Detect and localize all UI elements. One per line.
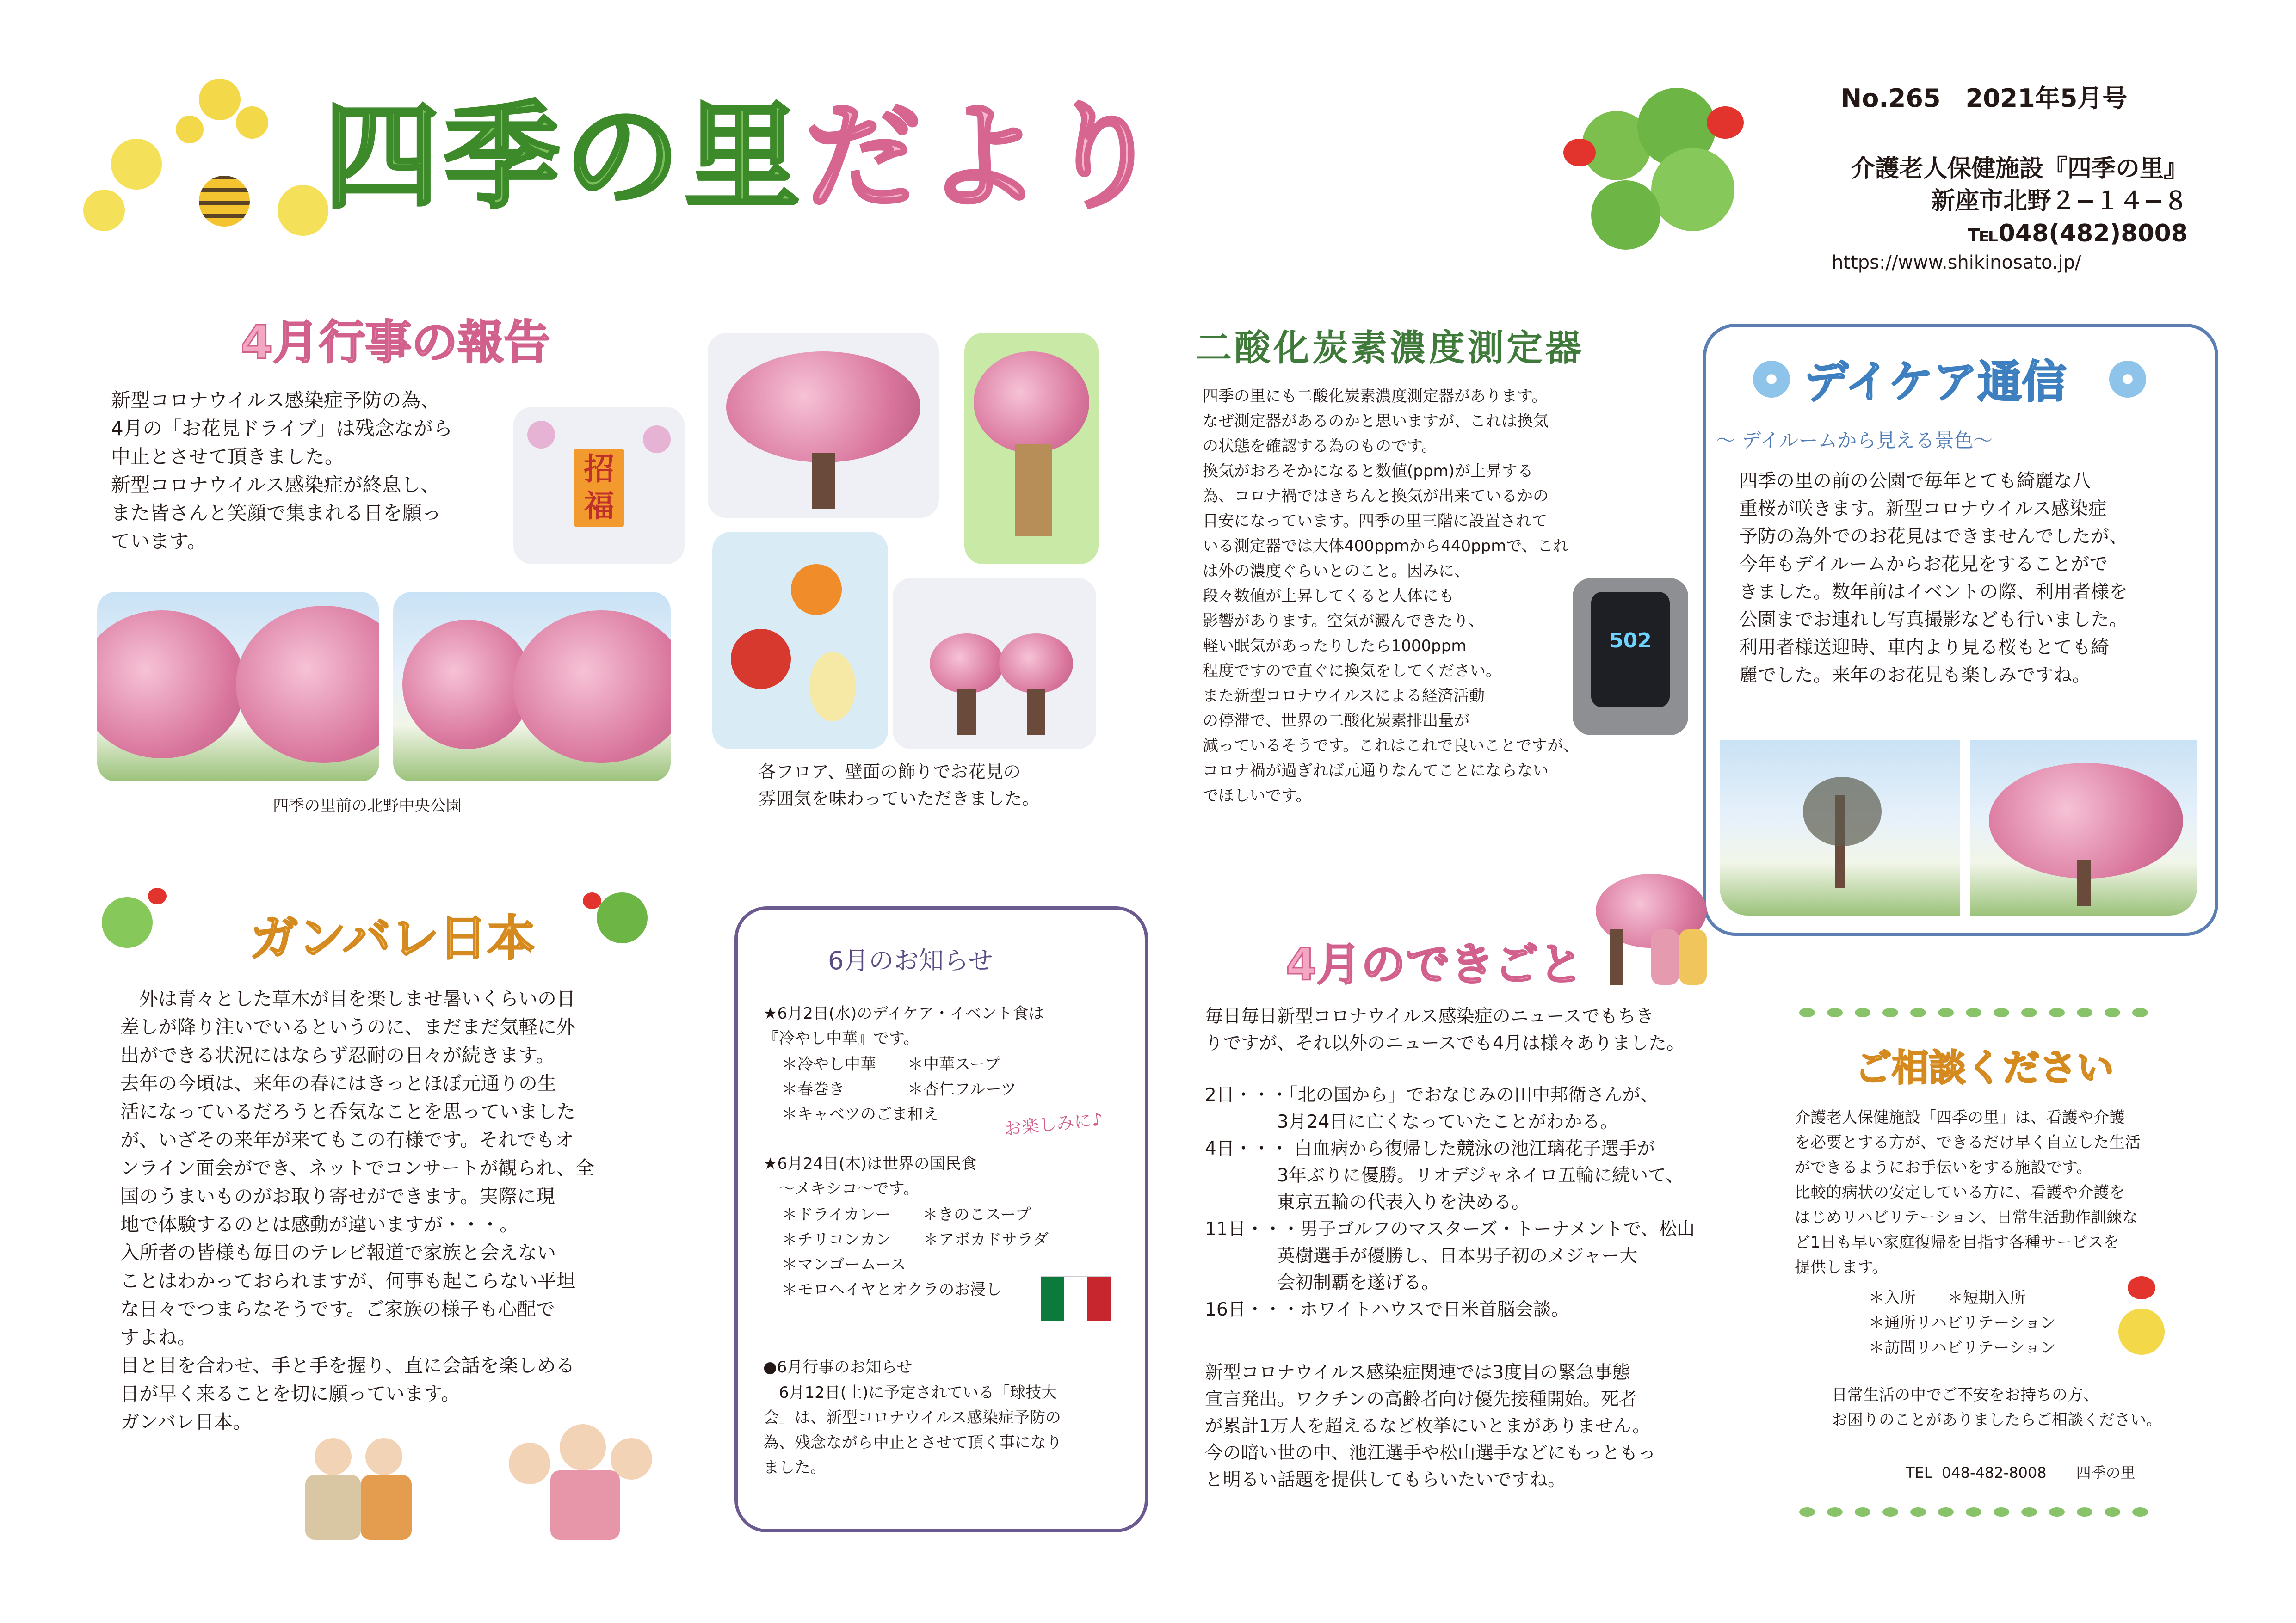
co2-body-top: 四季の里にも二酸化炭素濃度測定器があります。 なぜ測定器があるのかと思いますが、これは換気 の状態を確認する為のものです。 換気がおろそかになると数値(ppm)が上昇する 為、コロナ禍ではきちんと換気が出来ているかの 目安になっています。四季の里三階に設置されて いる測定器では大体400ppmから440ppmで、これ は外の濃度ぐらいとのこと。因みに、 — [1203, 387, 1569, 580]
co2-meter-reading: 502 — [1609, 629, 1652, 652]
ladybug-icon — [583, 892, 601, 909]
ladybug-icon — [1563, 139, 1596, 166]
june-notice-item1-note: お楽しみに♪ — [1003, 1108, 1104, 1140]
consult-closing: 日常生活の中でご不安をお持ちの方、 お困りのことがありましたらご相談ください。 — [1832, 1386, 2162, 1429]
dayroom-view-photo-2 — [1970, 740, 2197, 916]
june-notice-item2-head: ★6月24日(木)は世界の国民食 ～メキシコ～です。 — [763, 1155, 977, 1198]
co2-body-bottom: また新型コロナウイルスによる経済活動 の停滞で、世界の二酸化炭素排出量が 減っているそうです。これはこれで良いことですが、 コロナ禍が過ぎれば元通りなんてことにならない でほしいです。 — [1203, 687, 1579, 805]
rapeseed-flower-illustration — [83, 79, 324, 245]
felt-fuku-decoration-photo — [513, 407, 685, 564]
april-report-title: 4月行事の報告 — [241, 315, 550, 369]
blue-flower-icon — [2109, 361, 2146, 398]
consult-body: 介護老人保健施設「四季の里」は、看護や介護 を必要とする方が、できるだけ早く自立した生活 ができるようにお手伝いをする施設です。 比較的病状の安定している方に、看護や介護を はじめリハビリテーション、日常生活動作訓練な ど1日も早い家庭復帰を目指す各種サービスを 提供します。 — [1795, 1108, 2141, 1277]
leaf-border-bottom — [1799, 1503, 2160, 1521]
park-cherry-photo-2 — [393, 592, 671, 781]
mexico-flag-icon — [1041, 1276, 1111, 1321]
felt-mini-trees-photo — [893, 578, 1096, 749]
ladybug-icon — [148, 888, 167, 904]
consult-services: ＊入所 ＊短期入所 ＊通所リハビリテーション ＊訪問リハビリテーション — [1869, 1289, 2056, 1357]
ganbare-body: 外は青々とした草木が目を楽しませ暑いくらいの日 差しが降り注いでいるというのに、まだまだ気軽に外 出ができる状況にはならず忍耐の日々が続きます。 去年の今頃は、来年の春にはきっとほぼ元通りの生 活になっているだろうと呑気なことを思っていました が、いざその来年が来てもこの有様です。それでもオ ンライン面会ができ、ネットでコンサートが観られ、全 国のうまいものがお取り寄せができます。実際に現 地で体験するのとは感動が違いますが・・・。 入所者の皆様も毎日のテレビ報道で家族と会えない ことはわかっておられますが、何事も起こらない平坦 な日々でつまらなそうです。ご家族の様子も心配で すよね。 目と目を合わせ、手と手を握り、直に会話を楽しめる 日が早く来ることを切に願っています。 ガンバレ日本。 — [120, 988, 594, 1433]
consult-contact: TEL 048-482-8008 四季の里 — [1906, 1464, 2136, 1482]
april-events-intro: 毎日毎日新型コロナウイルス感染症のニュースでもちき りですが、それ以外のニュースでも4月は様々ありました。 — [1205, 1006, 1685, 1054]
elderly-couple-illustration — [296, 1438, 426, 1540]
daycare-title: デイケア通信 — [1804, 356, 2067, 408]
clover-ladybug-illustration — [1563, 79, 1785, 282]
blue-flower-icon — [1753, 361, 1790, 398]
ladybug-icon — [2128, 1276, 2155, 1299]
june-notice-item1-head: ★6月2日(水)のデイケア・イベント食は 『冷やし中華』です。 — [763, 1004, 1044, 1048]
april-events-closing: 新型コロナウイルス感染症関連では3度目の緊急事態 宣言発出。ワクチンの高齢者向け優先接種開始。死者 が累計1万人を超えるなど枚挙にいとまがありません。 今の暗い世の中、池江選手や松山選手などにもっともっ と明るい話題を提供してもらいたいですね。 — [1205, 1362, 1656, 1490]
daycare-subtitle: ～ デイルームから見える景色～ — [1716, 429, 1993, 452]
newsletter-title: 四季の里だより — [324, 90, 1166, 224]
wall-photo-caption: 各フロア、壁面の飾りでお花見の 雰囲気を味わっていただきました。 — [759, 762, 1040, 809]
consult-title: ご相談ください — [1855, 1046, 2114, 1089]
dandelion-ladybug-icon — [2109, 1272, 2179, 1364]
felt-fuku-label: 招 福 — [584, 451, 614, 524]
facility-name: 介護老人保健施設『四季の里』 — [1851, 155, 2188, 183]
bee-icon — [199, 176, 250, 227]
leaf-border-top — [1799, 1003, 2160, 1022]
co2-body-side: 段々数値が上昇してくると人体にも 影響があります。空気が澱んできたり、 軽い眠気があったりしたら1000ppm 程度ですので直ぐに換気をしてください。 — [1203, 587, 1501, 680]
june-notice-item1-menu: ＊冷やし中華 ＊中華スープ ＊春巻き ＊杏仁フルーツ ＊キャベツのごま和え — [782, 1055, 1017, 1124]
website-url[interactable]: https://www.shikinosato.jp/ — [1832, 252, 2081, 273]
park-photo-caption: 四季の里前の北野中央公園 — [273, 797, 462, 815]
dayroom-view-photo-1 — [1720, 740, 1960, 916]
june-notice-title: 6月のお知らせ — [828, 946, 993, 975]
daycare-body: 四季の里の前の公園で毎年とても綺麗な八 重桜が咲きます。新型コロナウイルス感染症 予防の為外でのお花見はできませんでしたが、 今年もデイルームからお花見をすることがで きました。数年前はイベントの際、利用者様を 公園までお連れし写真撮影なども行いました。 利用者様送迎時、車内より見る桜もとても綺 麗でした。来年のお花見も楽しみですね。 — [1739, 470, 2128, 686]
issue-number: No.265 2021年5月号 — [1841, 84, 2128, 113]
ladybug-icon — [1707, 106, 1744, 139]
felt-fruits-photo — [712, 532, 888, 749]
cherry-seniors-illustration — [1582, 874, 1721, 990]
ganbare-title: ガンバレ日本 — [250, 910, 535, 966]
felt-big-tree-photo — [964, 333, 1099, 564]
co2-meter-photo — [1573, 578, 1688, 735]
facility-info — [1790, 153, 2188, 250]
felt-cherry-tree-photo — [708, 333, 939, 518]
june-notice-item3-head: ●6月行事のお知らせ — [763, 1358, 913, 1377]
june-notice-item3-body: 6月12日(土)に予定されている「球技大 会」は、新型コロナウイルス感染症予防の 為、残念ながら中止とさせて頂く事になり ました。 — [763, 1383, 1062, 1477]
june-notice-item2-menu: ＊ドライカレー ＊きのこスープ ＊チリコンカン ＊アボカドサラダ ＊マンゴームース ＊モロヘイヤとオクラのお浸し — [782, 1205, 1049, 1299]
april-events-title: 4月のできごと — [1286, 939, 1583, 990]
april-report-body: 新型コロナウイルス感染症予防の為、 4月の「お花見ドライブ」は残念ながら 中止とさせて頂きました。 新型コロナウイルス感染症が終息し、 また皆さんと笑顔で集まれる日を願っ ています。 — [111, 389, 453, 553]
april-events-list: 2日・・・「北の国から」でおなじみの田中邦衛さんが、 3月24日に亡くなっていたことがわかる。 4日・・・ 白血病から復帰した競泳の池江璃花子選手が 3年ぶりに優勝。リオデジャネイロ五輪に続いて、 東京五輪の代表入りを決める。 11日・・・男子ゴルフのマスターズ・トーナメントで、松山 英樹選手が優勝し、日本男子初のメジャー大 会初制覇を遂げる。 16日・・・ホワイトハウスで日米首脳会談。 — [1205, 1085, 1695, 1320]
family-illustration — [509, 1424, 657, 1540]
co2-title: 二酸化炭素濃度測定器 — [1196, 327, 1585, 369]
facility-tel: ℡048(482)8008 — [1968, 220, 2188, 247]
facility-address: 新座市北野２−１４−８ — [1931, 187, 2188, 215]
park-cherry-photo-1 — [97, 592, 379, 781]
